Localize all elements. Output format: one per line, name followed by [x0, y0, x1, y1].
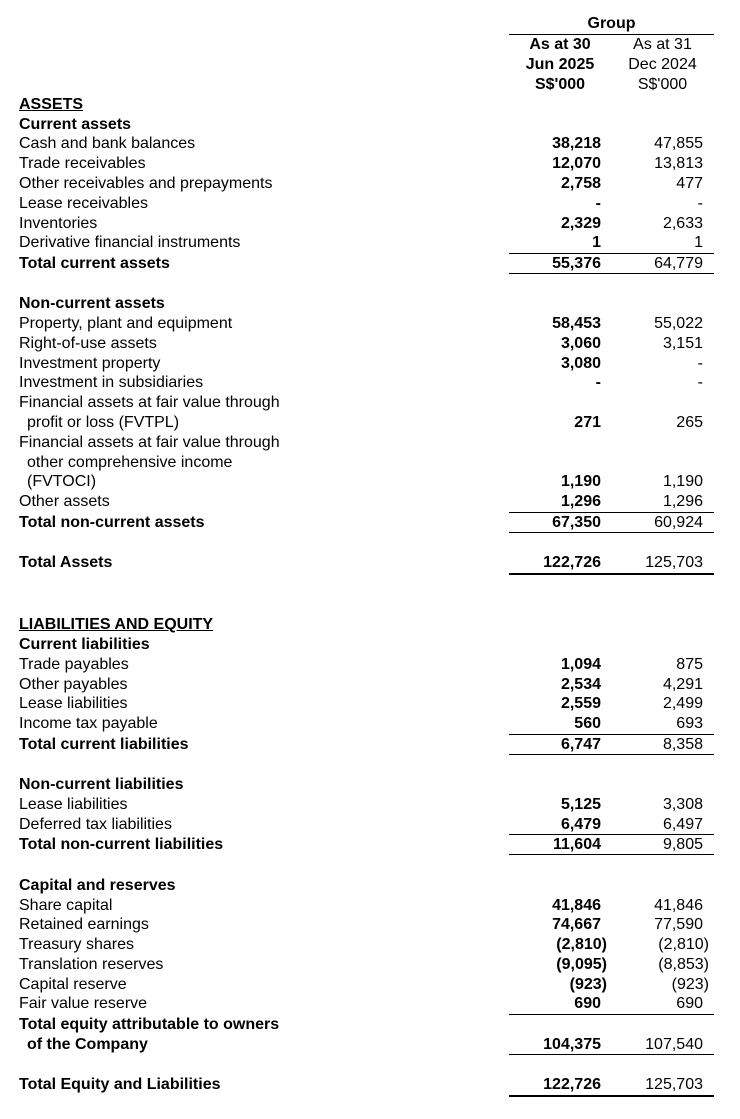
value-dec-2024: 3,308	[662, 796, 703, 813]
value-jun-2025: 55,376	[552, 255, 601, 272]
value-dec-2024: 77,590	[654, 916, 703, 933]
grand-total-rule	[509, 1095, 714, 1097]
value-jun-2025: 1	[592, 234, 601, 251]
col2-header-unit: S$'000	[637, 76, 688, 93]
row-label: Financial assets at fair value through	[19, 434, 280, 451]
total-rule	[509, 532, 714, 533]
value-dec-2024: 9,805	[662, 836, 703, 853]
table-row	[0, 472, 740, 492]
table-row	[0, 935, 740, 955]
row-label: Investment in subsidiaries	[19, 374, 204, 391]
value-dec-2024: 8,358	[662, 736, 703, 753]
row-label: Translation reserves	[19, 956, 164, 973]
value-dec-2024: (8,853)	[658, 956, 709, 973]
table-row	[0, 134, 740, 154]
value-dec-2024: 47,855	[654, 135, 703, 152]
section-heading-liabilities	[0, 615, 740, 635]
value-dec-2024: 6,497	[662, 816, 703, 833]
value-dec-2024: 64,779	[654, 255, 703, 272]
table-row	[0, 955, 740, 975]
row-label: Treasury shares	[19, 936, 134, 953]
row-label: Derivative financial instruments	[19, 234, 241, 251]
row-label: Lease liabilities	[19, 695, 128, 712]
row-label: other comprehensive income	[27, 454, 233, 471]
table-row	[0, 194, 740, 214]
value-jun-2025: (9,095)	[556, 956, 607, 973]
value-jun-2025: 690	[574, 995, 601, 1012]
subsection-heading	[0, 775, 740, 795]
table-row	[0, 675, 740, 695]
value-jun-2025: (923)	[569, 976, 607, 993]
row-label: Total current assets	[19, 255, 170, 272]
table-row	[0, 994, 740, 1014]
col2-header-line1: As at 31	[633, 36, 692, 53]
table-row	[0, 314, 740, 334]
row-label: Capital reserve	[19, 976, 127, 993]
value-jun-2025: 2,329	[560, 215, 601, 232]
row-label: Lease liabilities	[19, 796, 128, 813]
value-dec-2024: 690	[676, 995, 703, 1012]
col1-header-line1: As at 30	[529, 36, 591, 53]
table-row	[0, 975, 740, 995]
value-jun-2025: 1,190	[560, 473, 601, 490]
value-dec-2024: -	[697, 355, 703, 372]
table-row	[0, 393, 740, 413]
value-dec-2024: -	[697, 195, 703, 212]
row-label: Total non-current liabilities	[19, 836, 224, 853]
subsection-heading	[0, 635, 740, 655]
value-jun-2025: 1,296	[560, 493, 601, 510]
row-label: Financial assets at fair value through	[19, 394, 280, 411]
total-row	[0, 835, 740, 855]
value-jun-2025: 2,534	[560, 676, 601, 693]
value-jun-2025: 41,846	[552, 897, 601, 914]
col2-header-line2: Dec 2024	[628, 56, 697, 73]
grand-total-row	[0, 553, 740, 573]
value-jun-2025: 6,747	[560, 736, 601, 753]
value-dec-2024: 55,022	[654, 315, 703, 332]
value-jun-2025: 122,726	[543, 1076, 601, 1093]
subsection-heading	[0, 876, 740, 896]
row-label: LIABILITIES AND EQUITY	[19, 616, 214, 633]
total-row	[0, 1035, 740, 1055]
table-row	[0, 655, 740, 675]
value-jun-2025: 3,060	[560, 335, 601, 352]
value-jun-2025: 5,125	[560, 796, 601, 813]
grand-total-rule	[509, 573, 714, 575]
row-label: Trade payables	[19, 656, 129, 673]
row-label: Other payables	[19, 676, 128, 693]
subsection-heading	[0, 115, 740, 135]
row-label: Current liabilities	[19, 636, 150, 653]
value-dec-2024: 3,151	[662, 335, 703, 352]
value-jun-2025: -	[595, 374, 601, 391]
value-dec-2024: 265	[676, 414, 703, 431]
value-dec-2024: (923)	[671, 976, 709, 993]
value-jun-2025: 2,559	[560, 695, 601, 712]
value-jun-2025: 74,667	[552, 916, 601, 933]
section-heading-assets	[0, 95, 740, 115]
total-rule	[509, 854, 714, 855]
value-jun-2025: 58,453	[552, 315, 601, 332]
row-label: ASSETS	[19, 96, 84, 113]
table-row	[0, 214, 740, 234]
value-jun-2025: 6,479	[560, 816, 601, 833]
total-row	[0, 513, 740, 533]
row-label: Property, plant and equipment	[19, 315, 233, 332]
row-label: Total non-current assets	[19, 514, 205, 531]
row-label: Other receivables and prepayments	[19, 175, 273, 192]
value-jun-2025: 38,218	[552, 135, 601, 152]
value-dec-2024: 13,813	[654, 155, 703, 172]
value-jun-2025: 11,604	[552, 836, 601, 853]
row-label: Total equity attributable to owners	[19, 1016, 280, 1033]
row-label: Trade receivables	[19, 155, 146, 172]
table-row	[0, 433, 740, 453]
row-label: Current assets	[19, 116, 132, 133]
value-jun-2025: 122,726	[543, 554, 601, 571]
value-jun-2025: 2,758	[560, 175, 601, 192]
table-row	[0, 233, 740, 253]
row-label: Other assets	[19, 493, 110, 510]
value-jun-2025: 12,070	[552, 155, 601, 172]
value-dec-2024: 1,190	[662, 473, 703, 490]
row-label: Non-current assets	[19, 295, 165, 312]
table-row	[0, 154, 740, 174]
row-label: Share capital	[19, 897, 113, 914]
row-label: Capital and reserves	[19, 877, 176, 894]
col1-header-unit: S$'000	[534, 76, 586, 93]
total-row	[0, 735, 740, 755]
value-dec-2024: 4,291	[662, 676, 703, 693]
table-row	[0, 354, 740, 374]
table-row	[0, 915, 740, 935]
value-jun-2025: 1,094	[560, 656, 601, 673]
value-dec-2024: 1	[694, 234, 703, 251]
table-row	[0, 896, 740, 916]
value-jun-2025: 271	[574, 414, 601, 431]
value-dec-2024: (2,810)	[658, 936, 709, 953]
row-label: Deferred tax liabilities	[19, 816, 172, 833]
value-dec-2024: 125,703	[645, 554, 703, 571]
value-dec-2024: 1,296	[662, 493, 703, 510]
grand-total-row	[0, 1075, 740, 1095]
group-header: Group	[587, 15, 636, 32]
row-label: Income tax payable	[19, 715, 158, 732]
table-row	[0, 413, 740, 433]
value-dec-2024: 125,703	[645, 1076, 703, 1093]
col1-header-line2: Jun 2025	[525, 56, 595, 73]
row-label: Fair value reserve	[19, 995, 148, 1012]
table-row	[0, 694, 740, 714]
table-row	[0, 373, 740, 393]
row-label: Cash and bank balances	[19, 135, 196, 152]
row-label: Lease receivables	[19, 195, 148, 212]
value-jun-2025: 560	[574, 715, 601, 732]
row-label: (FVTOCI)	[27, 473, 97, 490]
value-jun-2025: 3,080	[560, 355, 601, 372]
total-rule	[509, 754, 714, 755]
table-row	[0, 492, 740, 512]
subsection-heading	[0, 294, 740, 314]
value-jun-2025: 67,350	[552, 514, 601, 531]
row-label: profit or loss (FVTPL)	[27, 414, 180, 431]
value-dec-2024: 693	[676, 715, 703, 732]
row-label: Total Assets	[19, 554, 113, 571]
row-label: Total Equity and Liabilities	[19, 1076, 221, 1093]
table-row	[0, 795, 740, 815]
row-label: Right-of-use assets	[19, 335, 157, 352]
table-row	[0, 714, 740, 734]
row-label: Retained earnings	[19, 916, 149, 933]
value-dec-2024: 2,633	[662, 215, 703, 232]
table-row	[0, 334, 740, 354]
value-dec-2024: 41,846	[654, 897, 703, 914]
value-jun-2025: 104,375	[543, 1036, 601, 1053]
row-label: of the Company	[27, 1036, 148, 1053]
value-dec-2024: 477	[676, 175, 703, 192]
value-dec-2024: 107,540	[645, 1036, 703, 1053]
value-jun-2025: (2,810)	[556, 936, 607, 953]
table-row	[0, 453, 740, 473]
row-label: Inventories	[19, 215, 98, 232]
table-row	[0, 174, 740, 194]
value-dec-2024: 875	[676, 656, 703, 673]
row-label: Non-current liabilities	[19, 776, 184, 793]
total-row	[0, 1015, 740, 1035]
total-row	[0, 254, 740, 274]
value-jun-2025: -	[595, 195, 601, 212]
row-label: Total current liabilities	[19, 736, 189, 753]
value-dec-2024: -	[697, 374, 703, 391]
value-dec-2024: 2,499	[662, 695, 703, 712]
total-rule	[509, 1054, 714, 1055]
table-row	[0, 815, 740, 835]
total-rule	[509, 273, 714, 274]
value-dec-2024: 60,924	[654, 514, 703, 531]
row-label: Investment property	[19, 355, 161, 372]
